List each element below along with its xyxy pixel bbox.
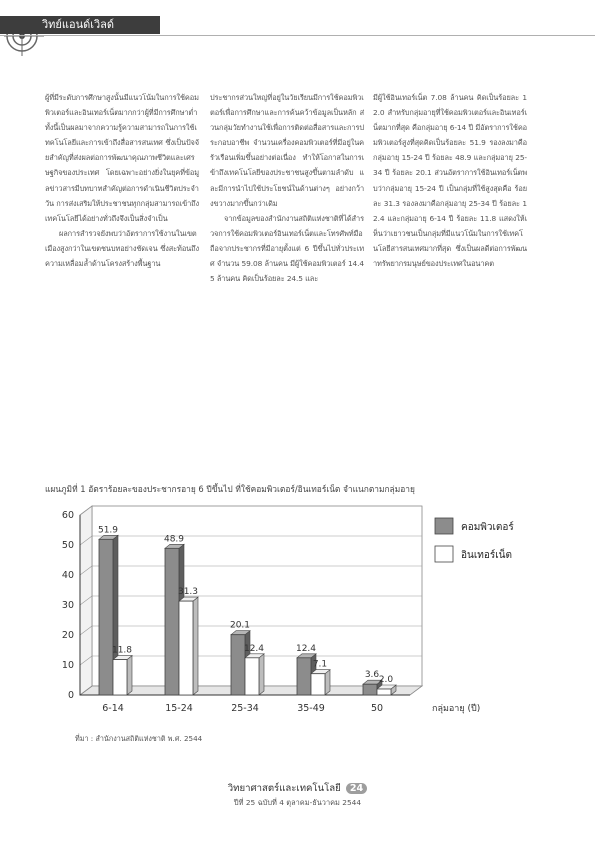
- bar-side: [127, 656, 132, 695]
- bar: [165, 548, 179, 695]
- figure-source: ที่มา : สำนักงานสถิติแห่งชาติ พ.ศ. 2544: [75, 734, 203, 743]
- y-tick-label: 50: [61, 540, 74, 551]
- x-tick-label: 50: [370, 703, 384, 714]
- header-divider: [0, 35, 595, 36]
- bar: [231, 635, 245, 695]
- bar: [113, 660, 127, 695]
- data-label: 48.9: [163, 534, 185, 545]
- text-column-2: [210, 90, 364, 286]
- paragraph: ผลการสำรวจยังพบว่าอัตราการใช้งานในเขตเมืองสูงกว่าในเขตชนบทอย่างชัดเจน ซึ่งสะท้อนถึงความเหลื่อมล้ำด้านโครงสร้างพื้นฐาน: [45, 228, 199, 269]
- bar: [377, 689, 391, 695]
- paragraph: ประชากรส่วนใหญ่ที่อยู่ในวัยเรียนมีการใช้คอมพิวเตอร์เพื่อการศึกษาและการค้นคว้าข้อมูลเป็นหลัก ส่วนกลุ่มวัยทำงานใช้เพื่อการติดต่อสื่อสารและการประกอบอาชีพ จำนวนเครื่องคอมพิวเตอร์ที่มีอยู่ในครัวเรือนเพิ่มขึ้นอย่างต่อเนื่อง ทำให้โอกาสในการเข้าถึงเทคโนโลยีของประชาชนสูงขึ้นตามลำดับ และมีการนำไปใช้ประโยชน์ในด้านต่างๆ อย่างกว้างขวางมากขึ้นกว่าเดิม: [210, 93, 364, 208]
- data-label: 31.3: [177, 587, 199, 598]
- data-label: 20.1: [229, 620, 251, 631]
- x-tick-label: 35-49: [297, 703, 325, 714]
- data-label: 2.0: [378, 675, 394, 685]
- y-tick-label: 40: [61, 570, 74, 581]
- text-column-1: [45, 90, 199, 271]
- legend-swatch: [435, 546, 453, 562]
- x-axis-label: กลุ่มอายุ (ปี): [432, 704, 481, 714]
- x-tick-label: 6-14: [102, 703, 124, 714]
- page-number: 24: [346, 783, 367, 794]
- bar-side: [259, 654, 264, 695]
- bar: [245, 658, 259, 695]
- data-label: 12.4: [243, 643, 265, 654]
- data-label: 3.6: [364, 670, 380, 681]
- y-tick-label: 10: [61, 660, 74, 671]
- text-column-3: [373, 90, 527, 271]
- legend-label: อินเทอร์เน็ต: [461, 550, 512, 561]
- bar-side: [193, 597, 198, 695]
- bar: [297, 658, 311, 695]
- y-tick-label: 60: [61, 510, 74, 521]
- y-tick-label: 30: [61, 600, 74, 611]
- footer-issue: ปีที่ 25 ฉบับที่ 4 ตุลาคม-ธันวาคม 2544: [233, 798, 362, 807]
- paragraph: มีผู้ใช้อินเทอร์เน็ต 7.08 ล้านคน คิดเป็นร้อยละ 12.0 สำหรับกลุ่มอายุที่ใช้คอมพิวเตอร์และอินเทอร์เน็ตมากที่สุด คือกลุ่มอายุ 6-14 ปี มีอัตราการใช้คอมพิวเตอร์สูงที่สุดคิดเป็นร้อยละ 51.9 รองลงมาคือกลุ่มอายุ 15-24 ปี ร้อยละ 48.9 และกลุ่มอายุ 25-34 ปี ร้อยละ 20.1 ส่วนอัตราการใช้อินเทอร์เน็ตพบว่ากลุ่มอายุ 15-24 ปี เป็นกลุ่มที่ใช้สูงสุดคือ ร้อยละ 31.3 รองลงมาคือกลุ่มอายุ 25-34 ปี ร้อยละ 12.4 และกลุ่มอายุ 6-14 ปี ร้อยละ 11.8 แสดงให้เห็นว่าเยาวชนเป็นกลุ่มที่มีแนวโน้มในการใช้เทคโนโลยีสารสนเทศมากที่สุด ซึ่งเป็นผลดีต่อการพัฒนาทรัพยากรมนุษย์ของประเทศในอนาคต: [373, 93, 527, 269]
- paragraph: จากข้อมูลของสำนักงานสถิติแห่งชาติที่ได้สำรวจการใช้คอมพิวเตอร์อินเทอร์เน็ตและโทรศัพท์มือถือจากประชากรที่มีอายุตั้งแต่ 6 ปีขึ้นไปทั่วประเทศ จำนวน 59.08 ล้านคน มีผู้ใช้คอมพิวเตอร์ 14.45 ล้านคน คิดเป็นร้อยละ 24.5 และ: [210, 213, 364, 284]
- data-label: 12.4: [295, 643, 317, 654]
- bar-side: [325, 670, 330, 695]
- data-label: 51.9: [97, 525, 119, 536]
- footer-journal: [0, 781, 595, 796]
- bar: [179, 601, 193, 695]
- paragraph: ผู้ที่มีระดับการศึกษาสูงนั้นมีแนวโน้มในการใช้คอมพิวเตอร์และอินเทอร์เน็ตมากกว่าผู้ที่มีการศึกษาต่ำ ทั้งนี้เป็นผลมาจากความรู้ความสามารถในการใช้เทคโนโลยีและการเข้าถึงสื่อสารสนเทศ ซึ่งเป็นปัจจัยสำคัญที่ส่งผลต่อการพัฒนาคุณภาพชีวิตและเศรษฐกิจของประเทศ โดยเฉพาะอย่างยิ่งในยุคที่ข้อมูลข่าวสารมีบทบาทสำคัญต่อการดำเนินชีวิตประจำวัน การส่งเสริมให้ประชาชนทุกกลุ่มสามารถเข้าถึงเทคโนโลยีได้อย่างทั่วถึงจึงเป็นสิ่งจำเป็น: [45, 93, 199, 223]
- data-label: 11.8: [111, 645, 133, 656]
- legend-swatch: [435, 518, 453, 534]
- data-label: 7.1: [312, 659, 328, 670]
- figure-caption: แผนภูมิที่ 1 อัตราร้อยละของประชากรอายุ 6 ปีขึ้นไป ที่ใช้คอมพิวเตอร์/อินเทอร์เน็ต จำแนกตามกลุ่มอายุ: [45, 484, 415, 494]
- y-tick-label: 0: [67, 690, 74, 701]
- x-tick-label: 25-34: [231, 703, 259, 714]
- bar: [311, 674, 325, 695]
- y-tick-label: 20: [61, 630, 74, 641]
- x-tick-label: 15-24: [165, 703, 193, 714]
- journal-name: วิทยาศาสตร์และเทคโนโลยี: [227, 783, 341, 794]
- bar: [99, 539, 113, 695]
- legend-label: คอมพิวเตอร์: [461, 522, 514, 533]
- header-title: วิทย์แอนด์เวิลด์: [0, 16, 160, 34]
- bar-chart: [40, 500, 560, 732]
- bar: [363, 684, 377, 695]
